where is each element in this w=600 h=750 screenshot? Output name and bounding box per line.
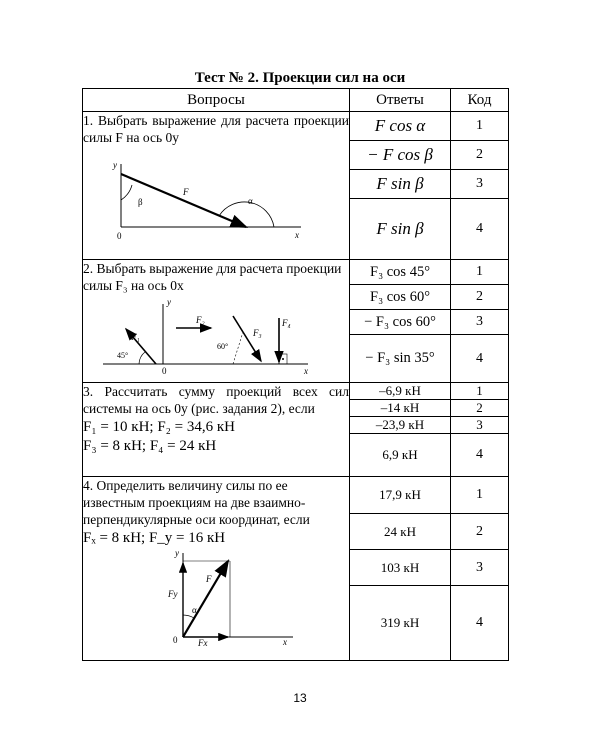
table-row — [83, 260, 509, 285]
q4-diagram — [143, 547, 363, 647]
table-row — [83, 383, 509, 400]
q3-formula-2: F₃ = 8 кН; F₄ = 24 кН — [83, 438, 217, 454]
origin-label: 0 — [173, 635, 178, 645]
question-1-text: 1. Выбрать выражение для расчета проекции силы F на ось 0y — [83, 113, 349, 145]
x-label: x — [295, 230, 299, 240]
q4-answer-3: 103 кН — [350, 550, 451, 586]
q4-code-4: 4 — [451, 586, 509, 661]
f3-label: F₃ — [253, 328, 262, 338]
q2-diagram — [83, 296, 323, 378]
table-header-row — [83, 89, 509, 112]
q3-formula-1: F₁ = 10 кН; F₂ = 34,6 кН — [83, 419, 235, 435]
q3-answer-4: 6,9 кН — [350, 434, 451, 477]
x-label: x — [283, 637, 287, 647]
q2-code-2: 2 — [451, 285, 509, 310]
q4-code-2: 2 — [451, 514, 509, 550]
angle-60-label: 60° — [217, 342, 229, 351]
q2-answer-1: F₃ cos 45° — [350, 260, 451, 285]
question-4-text: 4. Определить величину силы по ее известным проекциям на две взаимно-перпендикулярные оси координат, если — [83, 478, 310, 527]
q1-answer-3: F sin β — [350, 170, 451, 199]
q2-answer-2: F₃ cos 60° — [350, 285, 451, 310]
q4-formula: Fₓ = 8 кН; F_y = 16 кН — [83, 530, 226, 546]
question-1 — [83, 112, 350, 260]
q1-answer-2: − F cos β — [350, 141, 451, 170]
q1-answer-4: F sin β — [350, 199, 451, 260]
header-code: Код — [451, 89, 509, 112]
f2-label: F₂ — [196, 315, 205, 325]
q3-answer-1: –6,9 кН — [350, 383, 451, 400]
table-row — [83, 477, 509, 514]
q4-answer-1: 17,9 кН — [350, 477, 451, 514]
question-2 — [83, 260, 350, 383]
q4-code-3: 3 — [451, 550, 509, 586]
q3-code-1: 1 — [451, 383, 509, 400]
q1-answer-1: F cos α — [350, 112, 451, 141]
q2-code-3: 3 — [451, 310, 509, 335]
question-4 — [83, 477, 350, 661]
alpha-arc — [219, 202, 274, 227]
f1-label: F₁ — [131, 332, 140, 342]
fy-label: Fy — [168, 589, 178, 599]
q3-code-2: 2 — [451, 400, 509, 417]
beta-arc — [121, 185, 132, 200]
beta-label: β — [138, 197, 143, 207]
q1-code-2: 2 — [451, 141, 509, 170]
y-label: y — [113, 160, 117, 170]
question-3-text: 3. Рассчитать сумму проекций всех сил системы на ось 0y (рис. задания 2), если — [83, 384, 349, 416]
q4-code-1: 1 — [451, 477, 509, 514]
test-table — [82, 88, 509, 661]
table-row — [83, 112, 509, 141]
force-f-label: F — [183, 187, 189, 197]
f4-label: F₄ — [282, 318, 291, 328]
q4-answer-2: 24 кН — [350, 514, 451, 550]
question-3 — [83, 383, 350, 477]
y-label: y — [175, 548, 179, 558]
fx-label: Fx — [198, 638, 208, 647]
origin-label: 0 — [162, 366, 167, 376]
page-title: Тест № 2. Проекции сил на оси — [194, 70, 406, 86]
q3-answer-3: –23,9 кН — [350, 417, 451, 434]
q3-code-3: 3 — [451, 417, 509, 434]
x-label: x — [304, 366, 308, 376]
q1-diagram — [101, 152, 301, 242]
page-number: 13 — [293, 691, 307, 705]
q2-answer-3: − F₃ cos 60° — [350, 310, 451, 335]
header-answers: Ответы — [350, 89, 451, 112]
q2-answer-4: − F₃ sin 35° — [350, 335, 451, 383]
q1-code-1: 1 — [451, 112, 509, 141]
force-f-label: F — [206, 574, 212, 584]
force-f3-arrow — [233, 316, 261, 361]
q3-answer-2: –14 кН — [350, 400, 451, 417]
y-label: y — [167, 297, 171, 307]
q1-code-4: 4 — [451, 199, 509, 260]
q1-code-3: 3 — [451, 170, 509, 199]
q3-code-4: 4 — [451, 434, 509, 477]
angle-45-label: 45° — [117, 351, 129, 360]
origin-label: 0 — [117, 231, 122, 241]
question-2-text: 2. Выбрать выражение для расчета проекции силы F₃ на ось 0x — [83, 261, 342, 293]
q2-code-4: 4 — [451, 335, 509, 383]
q4-answer-4: 319 кН — [350, 586, 451, 661]
alpha-label: α — [192, 605, 197, 615]
force-f-arrow — [183, 561, 228, 637]
alpha-label: α — [248, 196, 253, 206]
q2-code-1: 1 — [451, 260, 509, 285]
header-questions: Вопросы — [83, 89, 350, 112]
